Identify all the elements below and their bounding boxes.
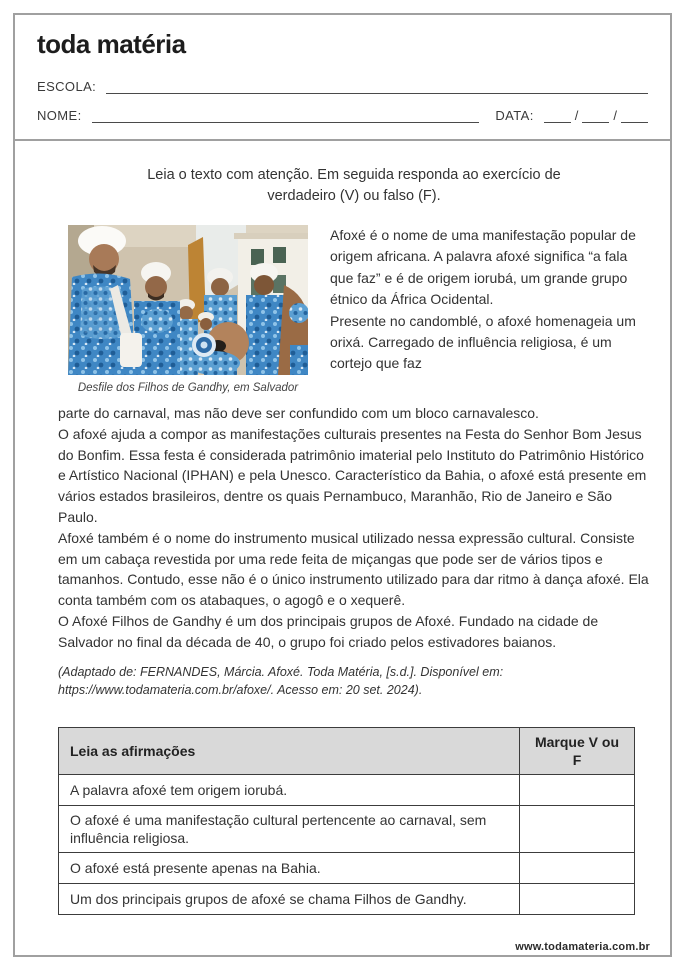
escola-row: [37, 78, 648, 94]
date-separator: /: [613, 108, 617, 123]
date-day-line[interactable]: [544, 108, 571, 123]
answer-cell[interactable]: [520, 774, 635, 805]
statement-cell: O afoxé é uma manifestação cultural pertencente ao carnaval, sem influência religiosa.: [59, 805, 520, 852]
exercise-instruction: Leia o texto com atenção. Em seguida responda ao exercício de verdadeiro (V) ou falso (F).: [147, 167, 561, 204]
toda-materia-logo: toda matéria: [37, 29, 186, 59]
table-row: [59, 852, 635, 883]
escola-input-line[interactable]: [106, 78, 648, 94]
answer-cell[interactable]: [520, 852, 635, 883]
figure-and-intro: [58, 225, 650, 394]
article-intro: [330, 225, 650, 394]
body-paragraph: parte do carnaval, mas não deve ser confundido com um bloco carnavalesco.: [58, 405, 539, 421]
data-label: DATA:: [495, 108, 534, 123]
table-row: [59, 774, 635, 805]
date-year-line[interactable]: [621, 108, 648, 123]
table-header-row: [59, 727, 635, 774]
photo-caption: Desfile dos Filhos de Gandhy, em Salvador: [77, 382, 299, 394]
date-group: [495, 108, 648, 123]
article-body: [58, 403, 650, 653]
statement-cell: Um dos principais grupos de afoxé se chama Filhos de Gandhy.: [59, 883, 520, 914]
photo-filhos-de-gandhy: [68, 225, 308, 375]
worksheet-body: [15, 165, 670, 953]
statement-cell: A palavra afoxé tem origem iorubá.: [59, 774, 520, 805]
figure-block: [68, 225, 308, 394]
worksheet-header: [15, 29, 670, 123]
intro-paragraph: Afoxé é o nome de uma manifestação popular de origem africana. A palavra afoxé significa “a fala que faz” e é de origem iorubá, um grande grupo étnico da África Ocidental.: [330, 227, 636, 308]
body-paragraph: Afoxé também é o nome do instrumento musical utilizado nessa expressão cultural. Consiste em um cabaça revestida por uma rede feita de miçangas que pode ser de vários tipos e tamanhos. Contudo, esse não é o único instrumento utilizado para dar ritmo à dança afoxé. Ela conta também com os atabaques, o agogô e o xequerê.: [58, 529, 649, 609]
statement-cell: O afoxé está presente apenas na Bahia.: [59, 852, 520, 883]
table-row: [59, 805, 635, 852]
answer-cell[interactable]: [520, 883, 635, 914]
intro-paragraph: Presente no candomblé, o afoxé homenageia um orixá. Carregado de influência religiosa, é um cortejo que faz: [330, 312, 636, 372]
answer-cell[interactable]: [520, 805, 635, 852]
escola-label: ESCOLA:: [37, 79, 97, 94]
body-paragraph: O Afoxé Filhos de Gandhy é um dos principais grupos de Afoxé. Fundado na cidade de Salvador no final da década de 40, o grupo foi criado pelos estivadores baianos.: [58, 612, 599, 650]
header-divider: [15, 139, 670, 141]
parade-photo-illustration: [68, 225, 308, 375]
table-row: [59, 883, 635, 914]
nome-input-line[interactable]: [92, 107, 480, 123]
worksheet-sheet: [13, 13, 672, 957]
date-month-line[interactable]: [582, 108, 609, 123]
answer-column-header: Marque V ou F: [520, 727, 635, 774]
site-url: www.todamateria.com.br: [515, 940, 650, 953]
nome-label: NOME:: [37, 108, 82, 123]
source-citation: (Adaptado de: FERNANDES, Márcia. Afoxé. Toda Matéria, [s.d.]. Disponível em: https://www.todamateria.com.br/afoxe/. Acesso em: 20 set. 2024).: [58, 664, 504, 697]
date-separator: /: [574, 108, 579, 123]
statements-table: [58, 727, 635, 915]
body-paragraph: O afoxé ajuda a compor as manifestações culturais presentes na Festa do Senhor Bom Jesus do Bonfim. Essa festa é considerada patrimônio imaterial pelo Instituto do Patrimônio Histórico e Artístico Nacional (IPHAN) e pela Unesco. Característico da Bahia, o afoxé está presente em vários estados brasileiros, dentre os quais Pernambuco, Maranhão, Rio de Janeiro e São Paulo.: [58, 425, 647, 525]
statements-column-header: Leia as afirmações: [59, 727, 520, 774]
nome-data-row: [37, 107, 648, 123]
